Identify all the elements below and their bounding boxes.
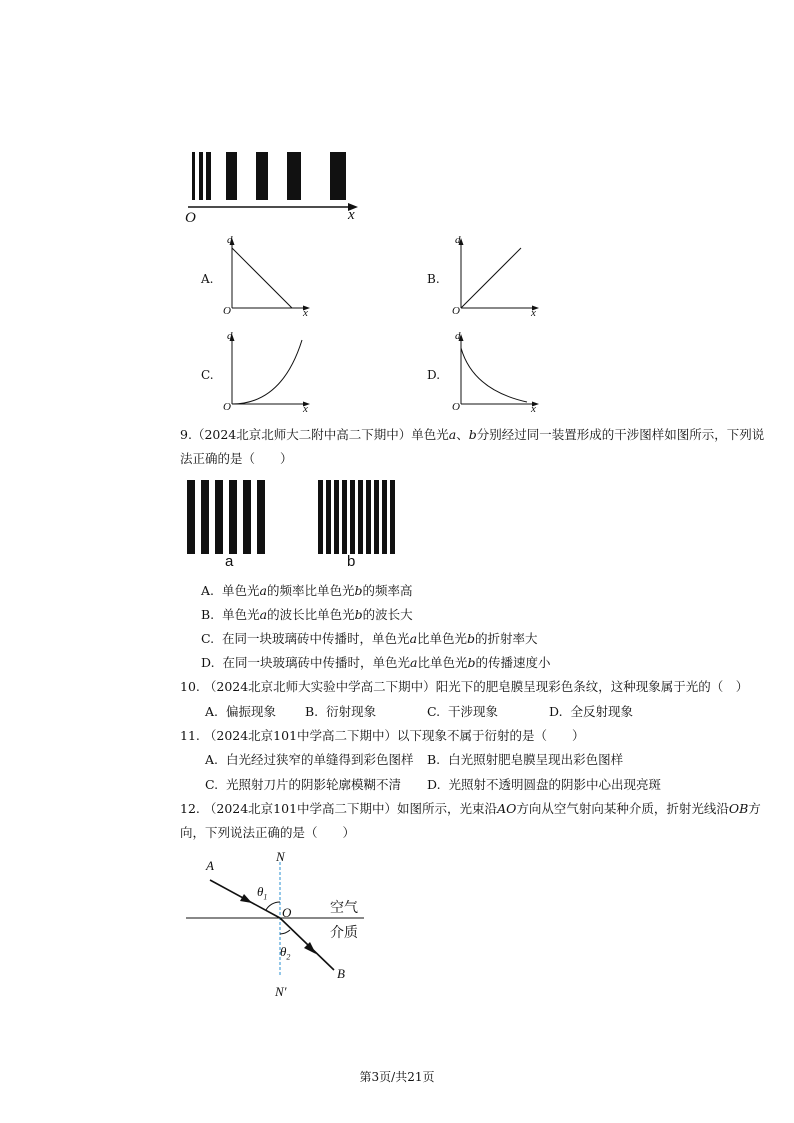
q11-option-a[interactable]: A. 白光经过狭窄的单缝得到彩色图样 bbox=[205, 752, 414, 767]
fringe-b-bar bbox=[382, 480, 387, 554]
q12-number: 12. bbox=[180, 801, 200, 816]
graph-option-a-label: A. bbox=[201, 272, 214, 286]
graph-b-origin: O bbox=[452, 305, 460, 317]
graph-a-y-label: d bbox=[227, 234, 233, 246]
fringe-b-bar bbox=[366, 480, 371, 554]
graph-b-y-label: d bbox=[455, 234, 461, 246]
fringe-bar bbox=[330, 152, 346, 200]
graph-c-origin: O bbox=[223, 401, 231, 413]
fringe-bar bbox=[287, 152, 301, 200]
q9-option-d[interactable]: D. 在同一块玻璃砖中传播时，单色光a比单色光b的传播速度小 bbox=[201, 655, 551, 670]
page-number: 第3页/共21页 bbox=[359, 1070, 435, 1084]
fringe-b-bar bbox=[374, 480, 379, 554]
fringe-a-bar bbox=[257, 480, 265, 554]
fringe-b-bar bbox=[318, 480, 323, 554]
fringe-a-bar bbox=[243, 480, 251, 554]
fringe-b-bar bbox=[342, 480, 347, 554]
q10-option-b[interactable]: B. 衍射现象 bbox=[305, 704, 377, 719]
medium-label: 介质 bbox=[330, 925, 358, 941]
q12-stem: 12. （2024北京101中学高二下期中）如图所示，光束沿AO方向从空气射向某种介质，折射光线沿OB方 bbox=[180, 801, 761, 816]
graph-c-curve bbox=[232, 340, 302, 404]
q10-option-a[interactable]: A. 偏振现象 bbox=[205, 704, 276, 719]
q10-number: 10. bbox=[180, 679, 200, 694]
fringe-a-bar bbox=[201, 480, 209, 554]
fringe-bar bbox=[192, 152, 195, 200]
graph-b-x-label: x bbox=[531, 307, 536, 319]
q12-source: （2024北京101中学高二下期中） bbox=[203, 801, 398, 816]
q9-stem-line2: 法正确的是（ ） bbox=[180, 451, 293, 466]
q9-option-b[interactable]: B. 单色光a的波长比单色光b的波长大 bbox=[201, 607, 413, 622]
fringe-b-bar bbox=[350, 480, 355, 554]
fringe-b-bar bbox=[326, 480, 331, 554]
incident-arrow-icon bbox=[240, 894, 252, 903]
q9-stem: 9.（2024北京北师大二附中高二下期中）单色光a、b分别经过同一装置形成的干涉图样如图所示，下列说 bbox=[180, 427, 765, 442]
pattern-a-label: a bbox=[225, 553, 234, 570]
q10-option-d[interactable]: D. 全反射现象 bbox=[549, 704, 634, 719]
fringe-b-bar bbox=[334, 480, 339, 554]
normal-top-label: N bbox=[276, 849, 285, 864]
q9-number: 9. bbox=[180, 427, 192, 442]
fringe-a-bar bbox=[215, 480, 223, 554]
fringe-bars bbox=[192, 152, 346, 200]
graph-c-y-label: d bbox=[227, 330, 233, 342]
normal-bottom-label: N′ bbox=[275, 984, 287, 999]
graph-d-x-label: x bbox=[531, 403, 536, 415]
q9-source: （2024北京北师大二附中高二下期中） bbox=[191, 427, 412, 442]
q9-option-c[interactable]: C. 在同一块玻璃砖中传播时，单色光a比单色光b的折射率大 bbox=[201, 631, 538, 646]
fringe-a-bar bbox=[229, 480, 237, 554]
graph-option-d-label: D. bbox=[427, 368, 441, 382]
graph-a-origin: O bbox=[223, 305, 231, 317]
theta2-arc bbox=[280, 930, 290, 934]
fringe-bar bbox=[226, 152, 237, 200]
q11-stem: 11. （2024北京101中学高二下期中）以下现象不属于衍射的是（ ） bbox=[180, 728, 585, 743]
point-o-label: O bbox=[282, 905, 292, 920]
theta2-label: $\theta_2$ bbox=[280, 944, 291, 962]
q10-option-c[interactable]: C. 干涉现象 bbox=[427, 704, 499, 719]
graph-option-b-label: B. bbox=[427, 272, 440, 286]
fringe-bar bbox=[199, 152, 203, 200]
medium-air-label: 空气 bbox=[330, 900, 358, 916]
q11-number: 11. bbox=[180, 728, 200, 743]
theta1-label: $\theta_1$ bbox=[257, 884, 268, 902]
fringe-b-bar bbox=[390, 480, 395, 554]
fringe-axis-label: x bbox=[348, 207, 355, 223]
graph-d-origin: O bbox=[452, 401, 460, 413]
graph-c-x-label: x bbox=[303, 403, 308, 415]
q11-option-d[interactable]: D. 光照射不透明圆盘的阴影中心出现亮斑 bbox=[427, 777, 662, 792]
fringe-b-bar bbox=[358, 480, 363, 554]
q10-source: （2024北京北师大实验中学高二下期中） bbox=[203, 679, 436, 694]
fringe-a-bar bbox=[187, 480, 195, 554]
q12-stem-line2: 向，下列说法正确的是（ ） bbox=[180, 825, 356, 840]
q9-option-a[interactable]: A. 单色光a的频率比单色光b的频率高 bbox=[201, 583, 413, 598]
point-b-label: B bbox=[337, 966, 345, 981]
graph-d-y-label: d bbox=[455, 330, 461, 342]
fringe-bar bbox=[256, 152, 268, 200]
fringe-pattern-b bbox=[315, 478, 395, 556]
pattern-b-label: b bbox=[347, 553, 356, 570]
fringe-bar bbox=[206, 152, 211, 200]
fringe-pattern-a bbox=[185, 478, 275, 556]
graph-b-curve bbox=[461, 248, 521, 308]
fringe-origin-label: O bbox=[185, 210, 196, 226]
point-a-label: A bbox=[206, 858, 214, 873]
graph-option-c-label: C. bbox=[201, 368, 214, 382]
q10-stem: 10. （2024北京北师大实验中学高二下期中）阳光下的肥皂膜呈现彩色条纹，这种现象属于光的（ ） bbox=[180, 679, 749, 694]
graph-a-x-label: x bbox=[303, 307, 308, 319]
graph-d-curve bbox=[461, 348, 527, 402]
q11-option-c[interactable]: C. 光照射刀片的阴影轮廓模糊不清 bbox=[205, 777, 402, 792]
graph-a-curve bbox=[232, 248, 292, 308]
q11-source: （2024北京101中学高二下期中） bbox=[203, 728, 398, 743]
theta1-arc bbox=[266, 902, 280, 910]
q11-option-b[interactable]: B. 白光照射肥皂膜呈现出彩色图样 bbox=[427, 752, 624, 767]
